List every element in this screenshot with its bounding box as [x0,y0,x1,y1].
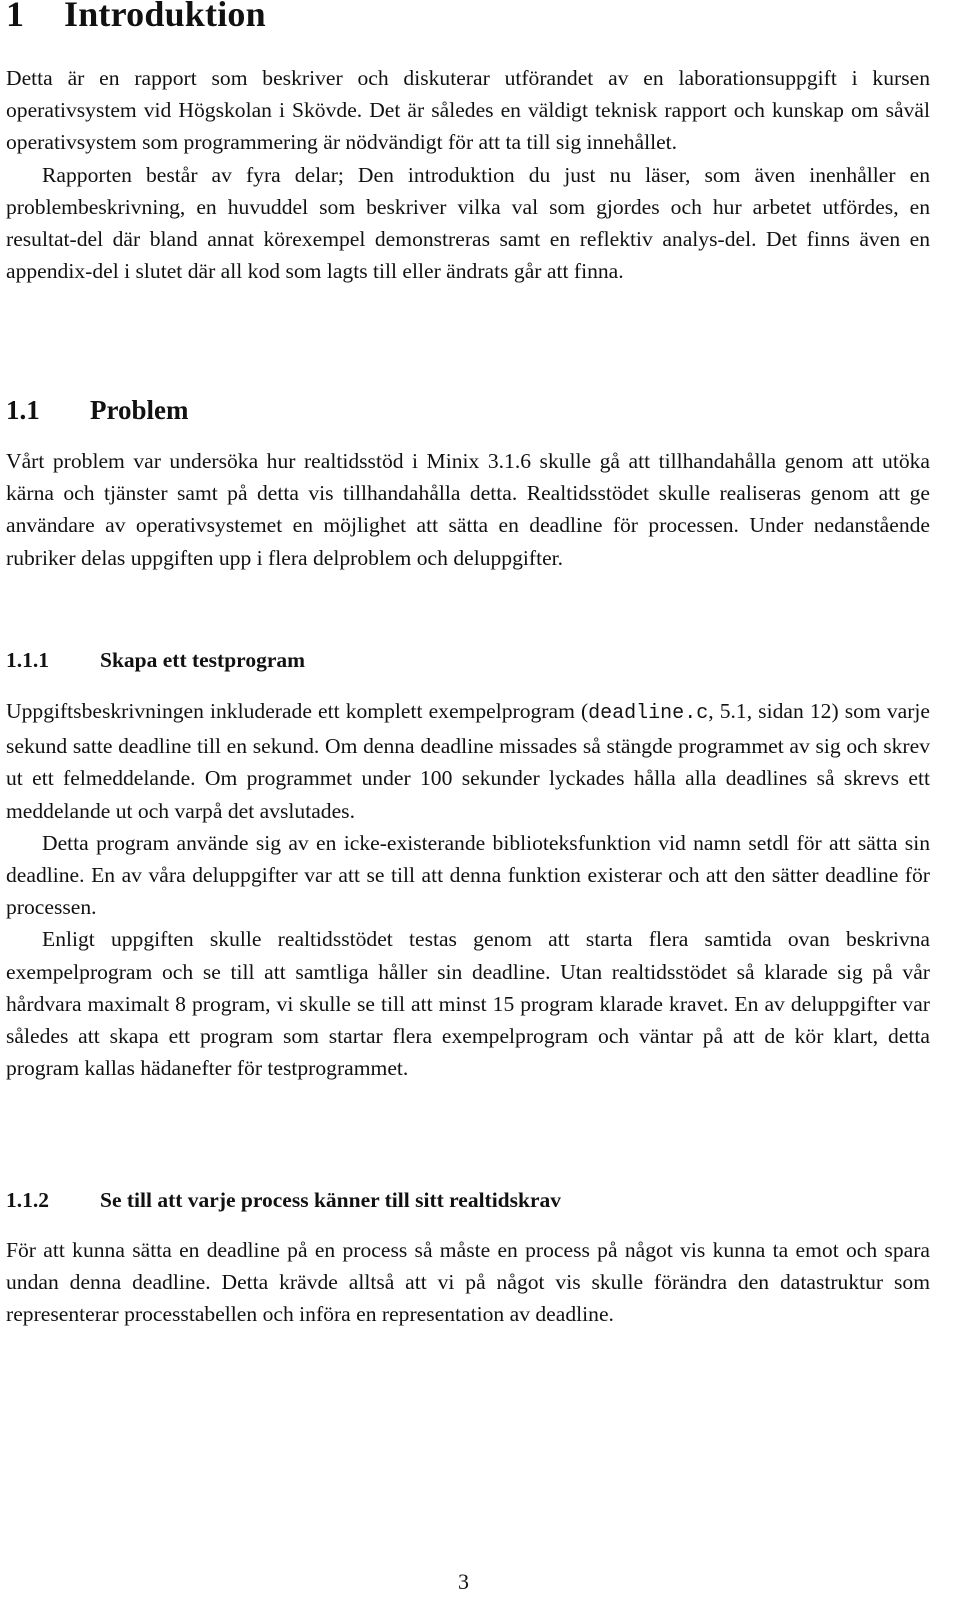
filename-code: deadline.c [588,702,709,725]
testprogram-paragraph-3: Enligt uppgiften skulle realtidsstödet testas genom att starta flera samtida ovan beskrivna exempelprogram och se till att samtliga håller sin deadline. Utan realtidsstödet så klarade sig på vår hårdvara maximalt 8 program, vi skulle se till att minst 15 program klarade kravet. En av deluppgifter var således att skapa ett program som startar flera exempelprogram och väntar på att de kör klart, detta program kallas hädanefter för testprogrammet. [6,927,930,1081]
section-number: 1 [6,0,25,34]
realtime-paragraph-1: För att kunna sätta en deadline på en process så måste en process på något vis kunna ta emot och spara undan denna deadline. Detta krävde alltså att vi på något vis skulle förändra den datastruktur som representerar processtabellen och införa en representation av deadline. [6,1238,930,1327]
intro-paragraph-2: Rapporten består av fyra delar; Den introduktion du just nu läser, som även inenhåller en problembeskrivning, en huvuddel som beskriver vilka val som gjordes och hur arbetet utfördes, en resultat-del där bland annat körexempel demonstreras samt en reflektiv analys-del. Det finns även en appendix-del i slutet där all kod som lagts till eller ändrats går att finna. [6,162,930,284]
section-title: Introduktion [64,0,266,34]
testprogram-body [6,695,930,1084]
intro-body [6,62,930,287]
subsubsection-title-2: Se till att varje process känner till sitt realtidskrav [100,1188,562,1212]
testprogram-paragraph-2: Detta program använde sig av en icke-existerande biblioteksfunktion vid namn setdl för att sätta sin deadline. En av våra deluppgifter var att se till att denna funktion existerar och att den sätter deadline för processen. [6,830,930,920]
realtime-body [6,1234,930,1331]
subsubsection-heading-2 [6,1186,561,1214]
testprogram-paragraph-1 [6,695,930,827]
subsubsection-heading-1 [6,646,305,674]
page-number: 3 [458,1569,469,1594]
testprogram-text-after: , 5.1, sidan 12) som varje sekund satte deadline till en sekund. Om denna deadline missades så stängde programmet av sig och skrev ut ett felmeddelande. Om programmet under 100 sekunder lyckades hålla alla deadlines så skrevs ett meddelande ut och varpå det avslutades. [6,699,930,823]
problem-body [6,445,930,574]
subsubsection-number-2: 1.1.2 [6,1188,49,1212]
subsubsection-number-1: 1.1.1 [6,648,49,672]
intro-paragraph-1: Detta är en rapport som beskriver och diskuterar utförandet av en laborationsuppgift i kursen operativsystem vid Högskolan i Skövde. Det är således en väldigt teknisk rapport och kunskap om såväl operativsystem som programmering är nödvändigt för att ta till sig innehållet. [6,66,930,155]
subsection-title: Problem [90,395,189,425]
subsection-heading [6,393,188,427]
section-heading [6,0,266,36]
subsection-number: 1.1 [6,395,40,425]
testprogram-text-before: Uppgiftsbeskrivningen inkluderade ett komplett exempelprogram ( [6,699,589,723]
subsubsection-title-1: Skapa ett testprogram [100,648,306,672]
problem-paragraph: Vårt problem var undersöka hur realtidsstöd i Minix 3.1.6 skulle gå att tillhandahålla genom att utöka kärna och tjänster samt på detta vis tillhandahålla detta. Realtidsstödet skulle realiseras genom att ge användare av operativsystemet en möjlighet att sätta en deadline för processen. Under nedanstående rubriker delas uppgiften upp i flera delproblem och deluppgifter. [6,449,930,570]
